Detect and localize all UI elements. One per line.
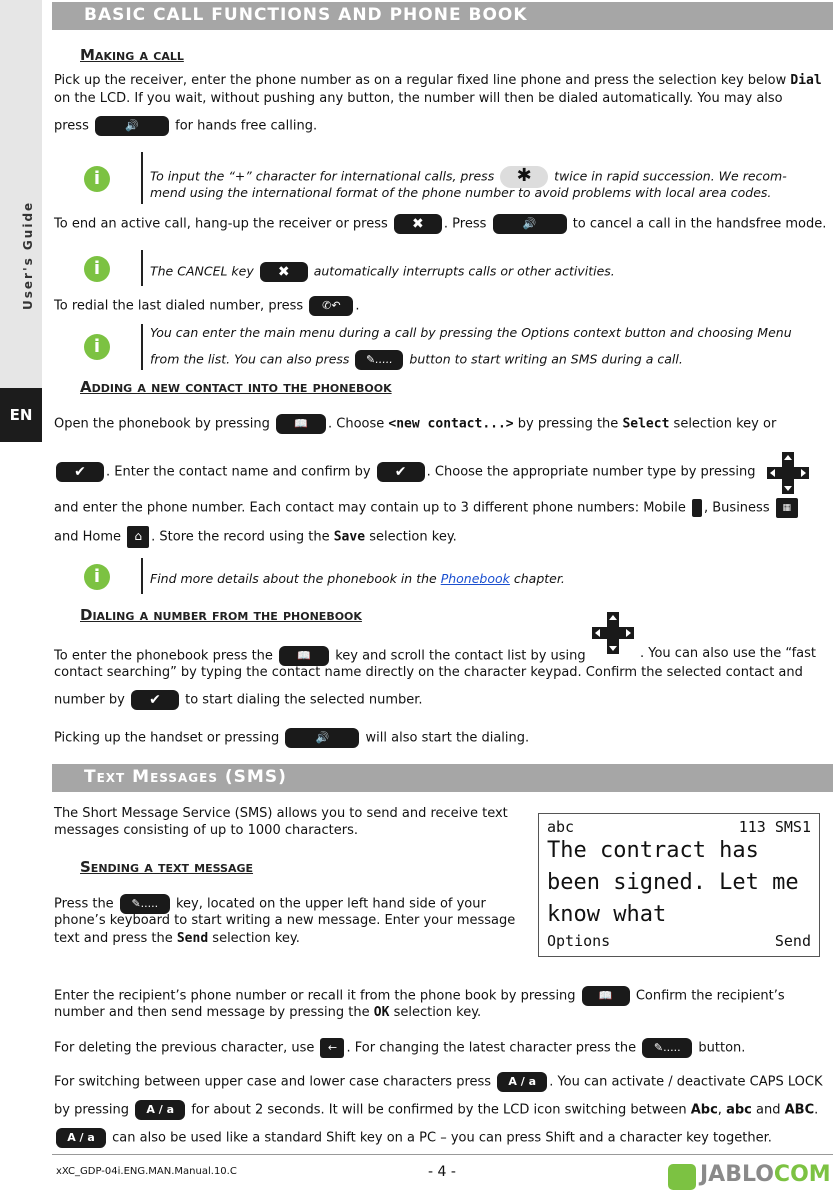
phonebook-key-icon: 📖 [276,414,326,434]
case-key-icon: A / a [497,1072,547,1092]
info-icon: i [84,166,110,192]
lcd-message-line: been signed. Let me [547,870,799,895]
note-divider [141,250,143,286]
navigation-pad-icon [765,450,811,496]
users-guide-label: User's Guide [21,200,35,310]
section-title: BASIC CALL FUNCTIONS AND PHONE BOOK [84,5,528,25]
jablocom-logo: JABLOCOM [700,1162,831,1187]
page-number: - 4 - [428,1164,456,1180]
paragraph: number by ✔ to start dialing the selected number. [54,692,423,708]
document-id: xXC_GDP-04i.ENG.MAN.Manual.10.C [56,1166,237,1177]
case-key-icon: A / a [135,1100,185,1120]
speaker-key-icon: 🔊 [95,116,169,136]
section-title: Text Messages (SMS) [84,767,287,787]
info-icon: i [84,256,110,282]
cancel-key-icon: ✖ [260,262,308,282]
note-text: The CANCEL key ✖ automatically interrupts calls or other activities. [150,263,615,280]
phonebook-key-icon: 📖 [279,646,329,666]
paragraph: text and press the Send selection key. [54,931,300,946]
delete-key-icon: ← [320,1038,344,1058]
ok-key-icon: ✔ [377,462,425,482]
home-icon: ⌂ [127,526,149,548]
business-icon: ▦ [776,498,798,518]
paragraph: and Home ⌂ . Store the record using the Save selection key. [54,526,457,548]
heading-sending-message: Sending a text message [80,858,254,876]
info-icon: i [84,334,110,360]
note-text: from the list. You can also press ✎..... button to start writing an SMS during a call. [150,350,683,370]
language-tab: EN [0,388,42,442]
note-text: Find more details about the phonebook in the Phonebook chapter. [150,571,565,586]
cancel-key-icon: ✖ [394,214,442,234]
dial-key-label: Dial [790,73,822,88]
sms-key-icon: ✎..... [355,350,403,370]
paragraph: on the LCD. If you wait, without pushing any button, the number will then be dialed automatically. You may also [54,91,783,106]
note-divider [141,558,143,594]
ok-key-icon: ✔ [131,690,179,710]
phonebook-link[interactable]: Phonebook [440,571,510,586]
lcd-counter: 113 SMS1 [738,818,811,836]
paragraph: The Short Message Service (SMS) allows you to send and receive text [54,806,508,821]
side-tab [0,0,42,388]
paragraph: To enter the phonebook press the 📖 key and scroll the contact list by using [54,646,586,666]
paragraph: Enter the recipient’s phone number or recall it from the phone book by pressing 📖 Confirm the recipient’s [54,986,785,1006]
heading-dialing-from-phonebook: Dialing a number from the phonebook [80,606,362,624]
asterisk-key-icon: ✱ [500,166,548,188]
paragraph: Press the ✎..... key, located on the upper left hand side of your [54,894,486,914]
lcd-right-softkey: Send [774,932,811,950]
phonebook-key-icon: 📖 [582,986,630,1006]
paragraph: by pressing A / a for about 2 seconds. It will be confirmed by the LCD icon switching between Abc, abc and ABC. [54,1100,818,1120]
paragraph: A / a can also be used like a standard Shift key on a PC – you can press Shift and a character key together. [54,1128,772,1148]
heading-adding-contact: Adding a new contact into the phonebook [80,378,392,396]
note-text: mend using the international format of the phone number to avoid problems with local area codes. [150,185,772,200]
footer-divider [52,1154,833,1155]
note-text: To input the “+” character for international calls, press ✱ twice in rapid succession. We recom- [150,165,787,186]
jablocom-logo-icon [668,1164,696,1190]
paragraph: number and then send message by pressing the OK selection key. [54,1005,482,1020]
paragraph: contact searching” by typing the contact name directly on the character keypad. Confirm the selected contact and [54,665,803,680]
note-divider [141,324,143,370]
paragraph: For deleting the previous character, use ← . For changing the latest character press the ✎..... button. [54,1038,745,1058]
redial-key-icon: ✆↶ [309,296,353,316]
section-header-sms [52,764,833,792]
heading-making-a-call: Making a call [80,46,184,64]
section-header-basic [52,2,833,30]
lcd-left-softkey: Options [547,932,611,950]
info-icon: i [84,564,110,590]
sms-key-icon: ✎..... [120,894,170,914]
paragraph: Open the phonebook by pressing 📖 . Choose <new contact...> by pressing the Select selection key or [54,414,776,434]
case-key-icon: A / a [56,1128,106,1148]
lcd-message-line: The contract has [547,838,759,863]
lcd-screen [538,813,820,957]
note-divider [141,152,143,204]
paragraph: ✔ . Enter the contact name and confirm by ✔ . Choose the appropriate number type by pressing [54,462,755,482]
speaker-key-icon: 🔊 [285,728,359,748]
paragraph: phone’s keyboard to start writing a new message. Enter your message [54,913,516,928]
mobile-icon [692,499,702,517]
paragraph: . You can also use the “fast [640,646,817,661]
navigation-pad-icon [590,610,636,656]
paragraph: For switching between upper case and lower case characters press A / a . You can activate / deactivate CAPS LOCK [54,1072,822,1092]
paragraph: Pick up the receiver, enter the phone number as on a regular fixed line phone and press the selection key below Dial [54,73,822,88]
paragraph: To redial the last dialed number, press ✆↶ . [54,296,359,316]
lcd-mode: abc [547,818,575,836]
note-text: You can enter the main menu during a call by pressing the Options context button and choosing Menu [150,325,792,340]
lcd-message-line: know what [547,902,667,927]
sms-key-icon: ✎..... [642,1038,692,1058]
ok-key-icon: ✔ [56,462,104,482]
paragraph: To end an active call, hang-up the receiver or press ✖ . Press 🔊 to cancel a call in the handsfree mode. [54,216,827,232]
paragraph: messages consisting of up to 1000 characters. [54,823,359,838]
paragraph: and enter the phone number. Each contact may contain up to 3 different phone numbers: Mobile , Business ▦ [54,498,800,518]
paragraph: Picking up the handset or pressing 🔊 will also start the dialing. [54,728,529,748]
speaker-key-icon: 🔊 [493,214,567,234]
paragraph: press 🔊 for hands free calling. [54,116,317,136]
